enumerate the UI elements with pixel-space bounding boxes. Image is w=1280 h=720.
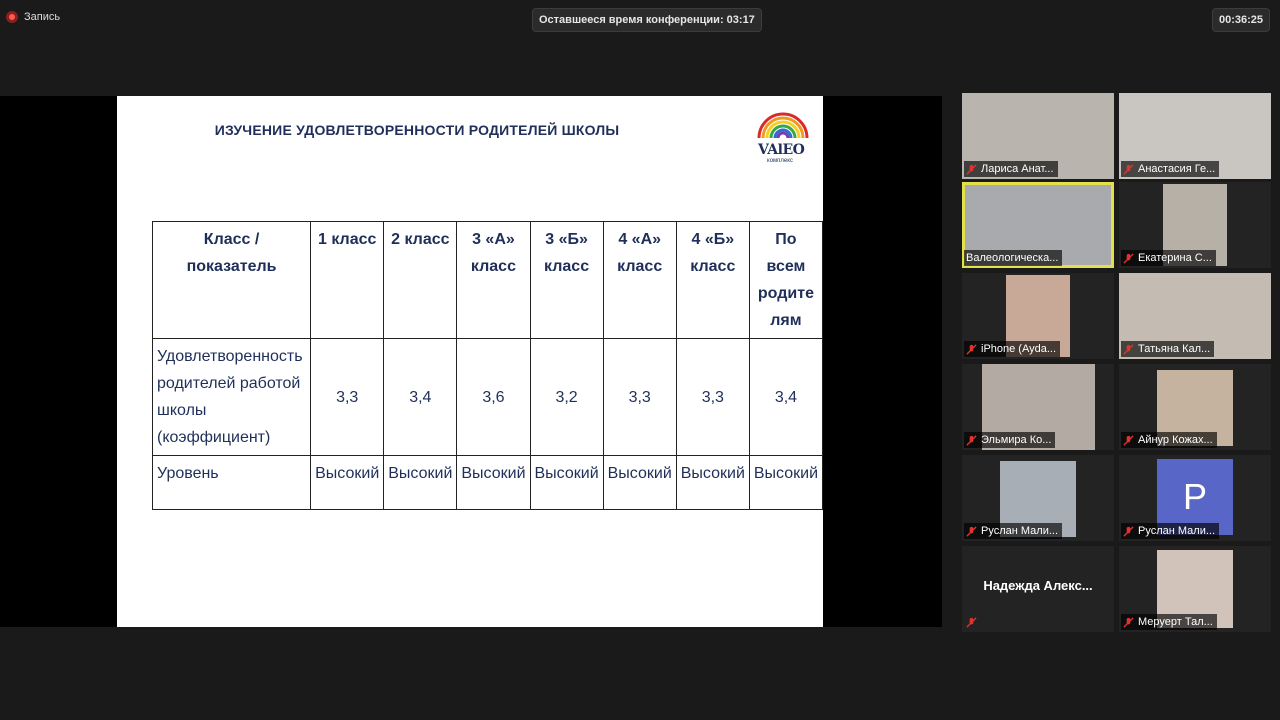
- muted-mic-icon: [966, 164, 977, 175]
- muted-mic-icon: [966, 344, 977, 355]
- participant-name: iPhone (Ayda...: [981, 343, 1057, 355]
- participant-name-bar: [1121, 341, 1214, 357]
- participant-name: Айнур Кожах...: [1138, 434, 1213, 446]
- participant-name-bar: [1121, 250, 1216, 266]
- participant-tile[interactable]: [1119, 455, 1271, 541]
- row-label: Уровень: [153, 456, 311, 510]
- participant-name: Руслан Мали...: [981, 525, 1059, 537]
- participant-name-bar: [964, 432, 1055, 448]
- valeo-logo: [755, 104, 811, 164]
- muted-mic-icon: [1123, 435, 1134, 446]
- header-cell: 1 класс: [311, 222, 384, 339]
- slide-title: ИЗУЧЕНИЕ УДОВЛЕТВОРЕННОСТИ РОДИТЕЛЕЙ ШКОЛЫ: [214, 122, 620, 138]
- conference-remaining-time: Оставшееся время конференции: 03:17: [532, 8, 762, 32]
- participant-name: Руслан Мали...: [1138, 525, 1216, 537]
- participant-name-bar: [1121, 161, 1219, 177]
- muted-mic-icon: [1123, 617, 1134, 628]
- participant-name-bar: [1121, 523, 1219, 539]
- muted-mic-icon: [966, 526, 977, 537]
- table-cell: Высокий: [384, 456, 457, 510]
- elapsed-timer: 00:36:25: [1212, 8, 1270, 32]
- participant-name-bar: [1121, 614, 1217, 630]
- table-cell: 3,3: [603, 339, 676, 456]
- logo-subtitle: комплекс: [767, 158, 793, 164]
- record-icon: [6, 11, 18, 23]
- header-cell: По всем родите лям: [749, 222, 822, 339]
- participant-tile[interactable]: [1119, 182, 1271, 268]
- table-row: [153, 456, 823, 510]
- participant-tile[interactable]: [1119, 546, 1271, 632]
- participant-name-centered: Надежда Алекс...: [983, 578, 1093, 593]
- table-cell: Высокий: [749, 456, 822, 510]
- table-cell: Высокий: [676, 456, 749, 510]
- rainbow-icon: [755, 104, 811, 144]
- table-cell: 3,6: [457, 339, 530, 456]
- participant-name: Анастасия Ге...: [1138, 163, 1216, 175]
- muted-mic-icon: [1123, 344, 1134, 355]
- table-cell: Высокий: [530, 456, 603, 510]
- recording-indicator[interactable]: [6, 11, 60, 23]
- participant-tile[interactable]: [1119, 364, 1271, 450]
- muted-mic-icon: [1123, 526, 1134, 537]
- participant-name: Лариса Анат...: [981, 163, 1054, 175]
- participant-name-bar: [964, 161, 1058, 177]
- top-bar: [0, 0, 1280, 40]
- participant-name: Татьяна Кал...: [1138, 343, 1211, 355]
- participant-name: Валеологическа...: [966, 252, 1059, 264]
- participant-name: Меруерт Тал...: [1138, 616, 1213, 628]
- participant-name-bar: [1121, 432, 1217, 448]
- table-cell: Высокий: [603, 456, 676, 510]
- participant-tile[interactable]: [962, 93, 1114, 179]
- header-cell: 2 класс: [384, 222, 457, 339]
- row-label: Удовлетворенность родителей работой школы (коэффициент): [153, 339, 311, 456]
- header-cell: 3 «А» класс: [457, 222, 530, 339]
- participant-tile[interactable]: [1119, 93, 1271, 179]
- table-header-row: [153, 222, 823, 339]
- table-cell: Высокий: [311, 456, 384, 510]
- table-cell: 3,3: [311, 339, 384, 456]
- header-cell: 4 «Б» класс: [676, 222, 749, 339]
- recording-label: Запись: [24, 11, 61, 23]
- participant-tile[interactable]: [962, 546, 1114, 632]
- table-cell: Высокий: [457, 456, 530, 510]
- participant-name-bar: [964, 523, 1062, 539]
- muted-mic-icon: [966, 617, 977, 628]
- participant-name: Эльмира Ко...: [981, 434, 1052, 446]
- muted-mic-icon: [1123, 253, 1134, 264]
- muted-mic-icon: [1123, 164, 1134, 175]
- table-cell: 3,2: [530, 339, 603, 456]
- table-cell: 3,4: [749, 339, 822, 456]
- muted-mic-icon: [966, 435, 977, 446]
- table-cell: 3,4: [384, 339, 457, 456]
- header-cell: 4 «А» класс: [603, 222, 676, 339]
- table-cell: 3,3: [676, 339, 749, 456]
- header-cell: 3 «Б» класс: [530, 222, 603, 339]
- logo-text: VAlEO: [758, 142, 805, 158]
- participant-name-bar: [964, 250, 1062, 266]
- participant-name-bar: [964, 614, 981, 630]
- satisfaction-table: [152, 221, 823, 510]
- participant-tile[interactable]: [962, 273, 1114, 359]
- table-row: [153, 339, 823, 456]
- participant-name-bar: [964, 341, 1060, 357]
- participant-tile[interactable]: [962, 455, 1114, 541]
- participant-avatar: P: [1157, 459, 1233, 535]
- participant-name: Екатерина С...: [1138, 252, 1212, 264]
- participant-tile[interactable]: [962, 364, 1114, 450]
- participant-tile[interactable]: [1119, 273, 1271, 359]
- header-cell: Класс / показатель: [153, 222, 311, 339]
- participant-tile-active-speaker[interactable]: [962, 182, 1114, 268]
- presentation-slide: [117, 96, 823, 627]
